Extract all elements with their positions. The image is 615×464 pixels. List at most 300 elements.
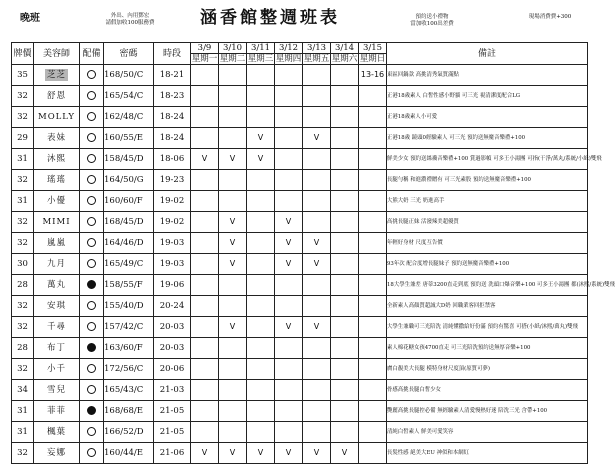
staff-name: MOLLY <box>37 112 76 122</box>
code-cell: 160/60/F <box>104 191 154 212</box>
day-cell <box>359 233 387 254</box>
price-cell: 32 <box>12 86 34 107</box>
code-cell: 168/68/E <box>104 401 154 422</box>
table-row <box>12 233 588 254</box>
name-cell <box>34 359 80 380</box>
table-row <box>12 170 588 191</box>
tag-cell <box>80 86 104 107</box>
time-cell: 19-02 <box>154 212 191 233</box>
day-cell <box>275 401 303 422</box>
day-cell <box>219 401 247 422</box>
day-cell <box>359 107 387 128</box>
day-cell <box>247 296 275 317</box>
tag-cell <box>80 212 104 233</box>
remark-cell: 骨感高挑長腿白皙少女 <box>387 380 588 401</box>
price-cell: 28 <box>12 275 34 296</box>
header-row-dates <box>12 43 588 54</box>
day-cell: V <box>303 233 331 254</box>
day-cell <box>275 107 303 128</box>
day-cell: V <box>275 254 303 275</box>
filled-circle-icon <box>87 343 96 352</box>
day-cell <box>359 401 387 422</box>
time-cell: 19-23 <box>154 170 191 191</box>
code-cell: 162/48/C <box>104 107 154 128</box>
day-cell <box>331 275 359 296</box>
open-circle-icon <box>87 448 96 457</box>
page-title: 涵香館整週班表 <box>200 8 340 28</box>
day-cell <box>303 65 331 86</box>
remark-cell: 93年次 配合度增長腿妹子 預約送無魔音樂禮+100 <box>387 254 588 275</box>
time-cell: 19-06 <box>154 275 191 296</box>
day-cell <box>191 380 219 401</box>
name-cell <box>34 317 80 338</box>
day-cell <box>191 296 219 317</box>
day-cell <box>247 338 275 359</box>
staff-name: 布丁 <box>46 343 66 353</box>
day-cell <box>275 338 303 359</box>
day-cell: V <box>219 254 247 275</box>
schedule-table <box>11 42 615 464</box>
day-cell: V <box>219 212 247 233</box>
day-cell <box>247 170 275 191</box>
code-cell: 165/54/C <box>104 86 154 107</box>
day-cell <box>303 149 331 170</box>
day-cell <box>275 128 303 149</box>
day-cell <box>247 422 275 443</box>
col-header-date: 3/10 <box>219 43 247 54</box>
remark-cell: 18大學生兼差 唐蒂3200直走到底 預約送 洗頭口爆音樂+100 可多王小湯團 都(沐熙/系統)雙飛 <box>387 275 588 296</box>
day-cell <box>303 401 331 422</box>
day-cell <box>359 296 387 317</box>
tag-cell <box>80 170 104 191</box>
open-circle-icon <box>87 364 96 373</box>
day-cell <box>331 380 359 401</box>
name-cell <box>34 296 80 317</box>
day-cell <box>331 86 359 107</box>
day-cell: 13-16 <box>359 65 387 86</box>
day-cell <box>331 233 359 254</box>
day-cell: V <box>303 317 331 338</box>
name-cell <box>34 212 80 233</box>
open-circle-icon <box>87 322 96 331</box>
col-header-date: 3/14 <box>331 43 359 54</box>
day-cell <box>219 359 247 380</box>
day-cell <box>219 296 247 317</box>
day-cell <box>247 359 275 380</box>
day-cell <box>331 317 359 338</box>
day-cell <box>247 65 275 86</box>
day-cell <box>331 422 359 443</box>
tag-cell <box>80 380 104 401</box>
time-cell: 20-06 <box>154 359 191 380</box>
day-cell <box>359 359 387 380</box>
day-cell <box>303 338 331 359</box>
day-cell <box>303 212 331 233</box>
remark-cell: 東區回鍋款 高挑清秀氣質滿點 <box>387 65 588 86</box>
col-header-date: 3/13 <box>303 43 331 54</box>
tag-cell <box>80 149 104 170</box>
open-circle-icon <box>87 175 96 184</box>
staff-name: 舒恩 <box>46 91 66 101</box>
code-cell: 168/45/D <box>104 212 154 233</box>
name-cell <box>34 338 80 359</box>
remark-cell: 長髮性感 絕美大EU 神似和本網紅 <box>387 443 588 464</box>
price-cell: 31 <box>12 191 34 212</box>
col-header-weekday: 星期一 <box>191 54 218 64</box>
day-cell <box>275 296 303 317</box>
time-cell: 18-24 <box>154 128 191 149</box>
day-cell <box>359 149 387 170</box>
header-note-leave-fee: 請假加收100服務費 <box>105 20 155 26</box>
staff-name: MIMI <box>42 217 71 227</box>
remark-cell: 年輕好身材 尺度互告價 <box>387 233 588 254</box>
day-cell <box>219 380 247 401</box>
day-cell <box>219 128 247 149</box>
day-cell <box>219 275 247 296</box>
table-row <box>12 338 588 359</box>
code-cell: 155/40/D <box>104 296 154 317</box>
day-cell <box>191 275 219 296</box>
filled-circle-icon <box>87 406 96 415</box>
day-cell: V <box>303 443 331 464</box>
code-cell: 165/43/C <box>104 380 154 401</box>
day-cell <box>191 317 219 338</box>
name-cell <box>34 254 80 275</box>
remark-cell: 高挑長腿正妹 活潑辣美超優質 <box>387 212 588 233</box>
day-cell: V <box>303 254 331 275</box>
day-cell <box>247 212 275 233</box>
remark-cell: 正港18歲 鏡頭0經驗素人 可三光 預約送無魔音樂禮+100 <box>387 128 588 149</box>
time-cell: 21-03 <box>154 380 191 401</box>
staff-name: 小優 <box>46 196 66 206</box>
tag-cell <box>80 317 104 338</box>
open-circle-icon <box>87 70 96 79</box>
tag-cell <box>80 254 104 275</box>
page-header <box>0 0 600 41</box>
code-cell: 160/55/E <box>104 128 154 149</box>
day-cell: V <box>191 149 219 170</box>
staff-name: 妄娜 <box>46 448 66 458</box>
name-cell <box>34 149 80 170</box>
day-cell: V <box>219 149 247 170</box>
col-header-date: 3/12 <box>275 43 303 54</box>
price-cell: 31 <box>12 149 34 170</box>
day-cell <box>191 338 219 359</box>
day-cell <box>191 170 219 191</box>
code-cell: 163/60/F <box>104 338 154 359</box>
header-note-onsite-fee: 現場消費費+300 <box>528 14 572 20</box>
table-row <box>12 380 588 401</box>
table-row <box>12 191 588 212</box>
staff-name: 嵐嵐 <box>46 238 66 248</box>
price-cell: 28 <box>12 338 34 359</box>
col-header-time: 時段 <box>154 43 191 65</box>
time-cell: 20-03 <box>154 338 191 359</box>
day-cell <box>275 422 303 443</box>
price-cell: 32 <box>12 212 34 233</box>
code-cell: 158/55/F <box>104 275 154 296</box>
staff-name: 小千 <box>46 364 66 374</box>
staff-name: 萬丸 <box>46 280 66 290</box>
time-cell: 21-05 <box>154 422 191 443</box>
day-cell: V <box>275 233 303 254</box>
staff-name: 九月 <box>46 259 66 269</box>
table-row <box>12 359 588 380</box>
day-cell <box>247 275 275 296</box>
remark-cell: 素人棉花糖女孩4700直走 可三光陪洗預約送無厚音樂+100 <box>387 338 588 359</box>
day-cell: V <box>275 443 303 464</box>
day-cell <box>275 170 303 191</box>
day-cell <box>191 107 219 128</box>
schedule-body <box>12 65 615 464</box>
day-cell <box>247 401 275 422</box>
day-cell <box>247 317 275 338</box>
name-cell <box>34 107 80 128</box>
code-cell: 158/45/D <box>104 149 154 170</box>
header-note-travel-fee: 當加收100出差費 <box>410 21 454 27</box>
day-cell <box>191 254 219 275</box>
day-cell: V <box>219 317 247 338</box>
day-cell <box>331 212 359 233</box>
day-cell <box>275 359 303 380</box>
open-circle-icon <box>87 196 96 205</box>
remark-cell: 清純白皙素人 鮮美可愛笑容 <box>387 422 588 443</box>
day-cell <box>247 191 275 212</box>
price-cell: 29 <box>12 128 34 149</box>
day-cell <box>275 65 303 86</box>
open-circle-icon <box>87 301 96 310</box>
day-cell: V <box>219 233 247 254</box>
col-header-weekday: 星期四 <box>275 54 302 64</box>
day-cell <box>303 170 331 191</box>
table-row <box>12 317 588 338</box>
day-cell <box>331 254 359 275</box>
day-cell <box>331 296 359 317</box>
code-cell: 165/49/C <box>104 254 154 275</box>
time-cell: 19-03 <box>154 233 191 254</box>
col-header-price: 牌價 <box>12 43 34 65</box>
code-cell: 168/50/C <box>104 65 154 86</box>
table-row <box>12 212 588 233</box>
tag-cell <box>80 443 104 464</box>
price-cell: 32 <box>12 443 34 464</box>
col-header-weekday: 星期六 <box>331 54 358 64</box>
day-cell <box>275 380 303 401</box>
staff-name: 楓葉 <box>46 427 66 437</box>
open-circle-icon <box>87 238 96 247</box>
staff-name: 沐熙 <box>46 154 66 164</box>
remark-cell: 膚白靚美大長腿 模特身材尺度頂(原質可夢) <box>387 359 588 380</box>
open-circle-icon <box>87 154 96 163</box>
table-row <box>12 296 588 317</box>
open-circle-icon <box>87 133 96 142</box>
day-cell <box>331 149 359 170</box>
time-cell: 18-21 <box>154 65 191 86</box>
col-header-weekday: 星期日 <box>359 54 386 64</box>
table-row <box>12 254 588 275</box>
day-cell: V <box>247 128 275 149</box>
tag-cell <box>80 275 104 296</box>
time-cell: 21-06 <box>154 443 191 464</box>
staff-name: 菲菲 <box>46 406 66 416</box>
tag-cell <box>80 296 104 317</box>
open-circle-icon <box>87 259 96 268</box>
day-cell <box>359 443 387 464</box>
price-cell: 32 <box>12 233 34 254</box>
day-cell <box>359 254 387 275</box>
table-row <box>12 275 588 296</box>
col-header-weekday: 星期五 <box>303 54 330 64</box>
table-row <box>12 65 588 86</box>
code-cell: 172/56/C <box>104 359 154 380</box>
code-cell: 166/52/D <box>104 422 154 443</box>
day-cell <box>331 107 359 128</box>
tag-cell <box>80 401 104 422</box>
day-cell <box>359 317 387 338</box>
price-cell: 35 <box>12 65 34 86</box>
shift-label: 晚班 <box>20 13 40 24</box>
day-cell: V <box>331 443 359 464</box>
day-cell <box>191 128 219 149</box>
time-cell: 19-02 <box>154 191 191 212</box>
day-cell <box>359 128 387 149</box>
table-row <box>12 443 588 464</box>
staff-name: 安琪 <box>46 301 66 311</box>
time-cell: 18-23 <box>154 86 191 107</box>
day-cell <box>331 359 359 380</box>
day-cell <box>359 338 387 359</box>
day-cell <box>247 254 275 275</box>
tag-cell <box>80 65 104 86</box>
day-cell <box>191 65 219 86</box>
time-cell: 20-03 <box>154 317 191 338</box>
tag-cell <box>80 359 104 380</box>
day-cell <box>359 170 387 191</box>
price-cell: 32 <box>12 359 34 380</box>
code-cell: 164/46/D <box>104 233 154 254</box>
time-cell: 18-06 <box>154 149 191 170</box>
name-cell <box>34 65 80 86</box>
day-cell <box>191 359 219 380</box>
remark-cell: 大熊大奶 三光 奶進高手 <box>387 191 588 212</box>
day-cell <box>191 233 219 254</box>
day-cell <box>331 128 359 149</box>
day-cell <box>247 107 275 128</box>
day-cell <box>359 212 387 233</box>
col-header-weekday: 星期二 <box>219 54 246 64</box>
day-cell <box>303 380 331 401</box>
price-cell: 31 <box>12 422 34 443</box>
price-cell: 34 <box>12 380 34 401</box>
remark-cell: 長腿勻稱 和進濃禮贈有 可三光素股 預約送無魔音樂禮+100 <box>387 170 588 191</box>
name-cell <box>34 86 80 107</box>
header-note-gift: 預約送小禮物 <box>415 14 449 20</box>
remark-cell: 正港18歲素人 白皙性感小野貓 可三光 視清潔度配合LG <box>387 86 588 107</box>
day-cell <box>275 149 303 170</box>
day-cell <box>191 191 219 212</box>
tag-cell <box>80 191 104 212</box>
day-cell: V <box>275 317 303 338</box>
price-cell: 30 <box>12 254 34 275</box>
code-cell: 160/44/E <box>104 443 154 464</box>
table-row <box>12 128 588 149</box>
open-circle-icon <box>87 217 96 226</box>
remark-cell: 正港18歲素人小可愛 <box>387 107 588 128</box>
day-cell <box>331 191 359 212</box>
day-cell <box>275 191 303 212</box>
day-cell <box>191 212 219 233</box>
day-cell <box>191 401 219 422</box>
open-circle-icon <box>87 112 96 121</box>
day-cell <box>331 338 359 359</box>
day-cell <box>247 86 275 107</box>
day-cell <box>359 422 387 443</box>
filled-circle-icon <box>87 280 96 289</box>
day-cell <box>303 191 331 212</box>
table-row <box>12 401 588 422</box>
remark-cell: 全新素人高顏質超誠大D奶 回職業客回拒禁客 <box>387 296 588 317</box>
tag-cell <box>80 338 104 359</box>
tag-cell <box>80 422 104 443</box>
price-cell: 32 <box>12 296 34 317</box>
day-cell <box>303 296 331 317</box>
day-cell <box>219 338 247 359</box>
staff-name: 雪兒 <box>46 385 66 395</box>
day-cell <box>359 86 387 107</box>
table-row <box>12 422 588 443</box>
open-circle-icon <box>87 385 96 394</box>
day-cell <box>219 107 247 128</box>
col-header-name: 美容師 <box>34 43 80 65</box>
time-cell: 19-03 <box>154 254 191 275</box>
day-cell <box>303 86 331 107</box>
remark-cell: 鮮美少女 預約送絲襪音樂禮+100 賞過影幀 可多王小湯團 可指(干淨/萬丸/系統/小紙)雙飛 <box>387 149 588 170</box>
code-cell: 157/42/C <box>104 317 154 338</box>
name-cell <box>34 422 80 443</box>
price-cell: 32 <box>12 170 34 191</box>
col-header-weekday: 星期三 <box>247 54 274 64</box>
day-cell: V <box>191 443 219 464</box>
staff-name: 芝芝 <box>46 70 66 80</box>
table-row <box>12 107 588 128</box>
col-header-date: 3/9 <box>191 43 219 54</box>
day-cell: V <box>247 149 275 170</box>
staff-name: 千尋 <box>46 322 66 332</box>
price-cell: 31 <box>12 401 34 422</box>
day-cell <box>191 422 219 443</box>
time-cell: 18-24 <box>154 107 191 128</box>
name-cell <box>34 401 80 422</box>
open-circle-icon <box>87 91 96 100</box>
day-cell <box>359 380 387 401</box>
name-cell <box>34 275 80 296</box>
day-cell <box>219 65 247 86</box>
day-cell <box>219 422 247 443</box>
tag-cell <box>80 128 104 149</box>
day-cell <box>219 170 247 191</box>
col-header-remark: 備註 <box>387 43 588 65</box>
col-header-code: 密碼 <box>104 43 154 65</box>
name-cell <box>34 128 80 149</box>
day-cell <box>331 170 359 191</box>
name-cell <box>34 233 80 254</box>
day-cell <box>303 275 331 296</box>
day-cell <box>247 233 275 254</box>
staff-name: 瑤瑤 <box>46 175 66 185</box>
col-header-date: 3/11 <box>247 43 275 54</box>
table-row <box>12 149 588 170</box>
tag-cell <box>80 107 104 128</box>
